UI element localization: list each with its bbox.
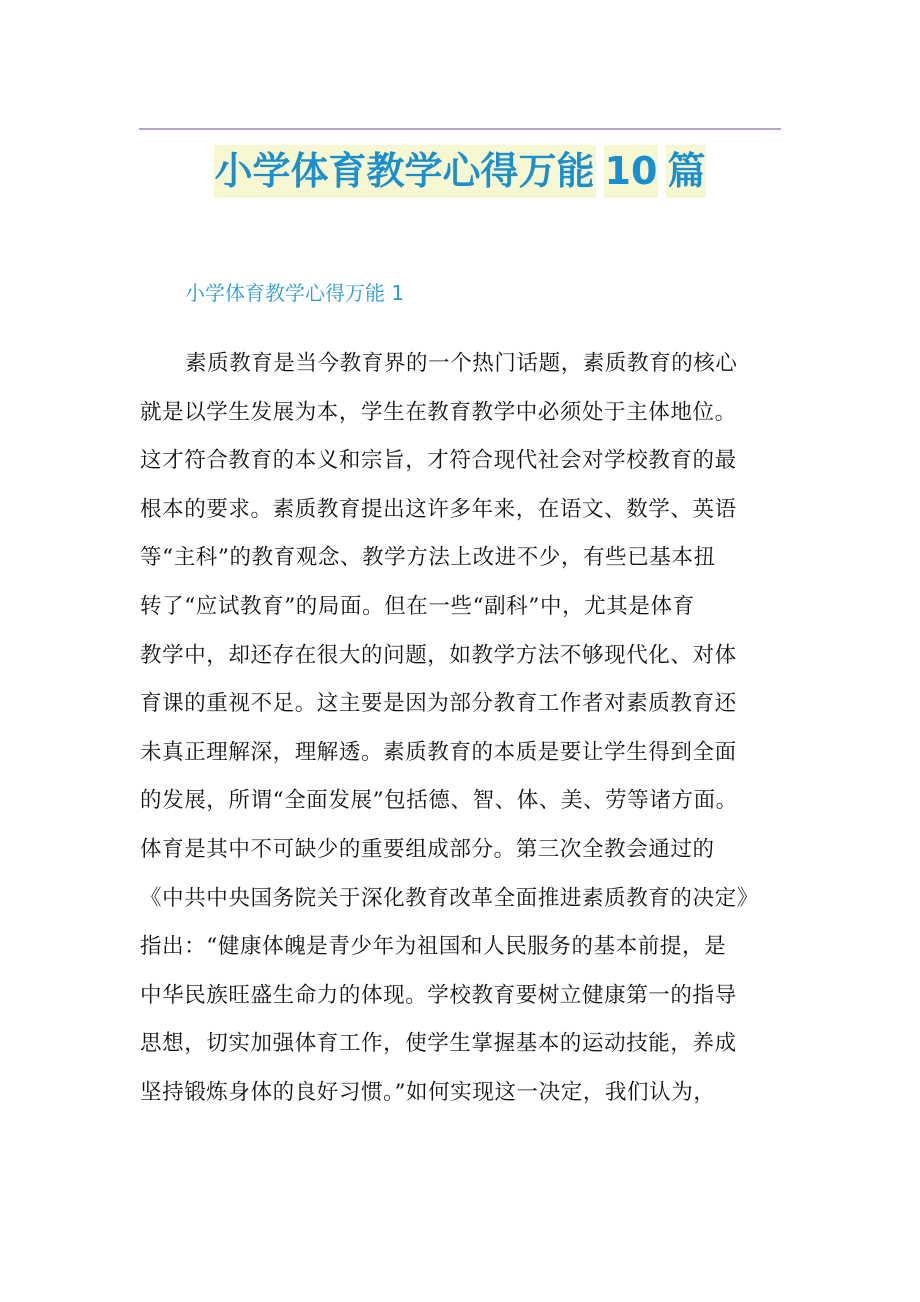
paragraph-line: 的发展，所谓“全面发展”包括德、智、体、美、劳等诸方面。 (140, 788, 738, 814)
paragraph-line: 思想，切实加强体育工作，使学生掌握基本的运动技能，养成 (140, 1031, 737, 1057)
paragraph-line: 未真正理解深，理解透。素质教育的本质是要让学生得到全面 (140, 739, 737, 765)
paragraph-line: 《中共中央国务院关于深化教育改革全面推进素质教育的决定》 (140, 885, 759, 911)
paragraph-line: 坚持锻炼身体的良好习惯。”如何实现这一决定，我们认为， (140, 1079, 716, 1105)
paragraph-line: 指出：“健康体魄是青少年为祖国和人民服务的基本前提，是 (140, 934, 727, 960)
paragraph-line: 中华民族旺盛生命力的体现。学校教育要树立健康第一的指导 (140, 982, 737, 1008)
page-title (0, 145, 920, 198)
paragraph-line: 转了“应试教育”的局面。但在一些“副科”中，尤其是体育 (140, 593, 695, 619)
title-part-suffix: 篇 (666, 145, 706, 198)
paragraph-line: 就是以学生发展为本，学生在教育教学中必须处于主体地位。 (140, 399, 737, 425)
paragraph-line: 教学中，却还存在很大的问题，如教学方法不够现代化、对体 (140, 642, 737, 668)
paragraph-line: 根本的要求。素质教育提出这许多年来，在语文、数学、英语 (140, 496, 737, 522)
section-heading: 小学体育教学心得万能 1 (185, 281, 405, 305)
paragraph-line: 等“主科”的教育观念、教学方法上改进不少，有些已基本扭 (140, 545, 716, 571)
title-part-number: 10 (604, 145, 659, 198)
paragraph-line: 这才符合教育的本义和宗旨，才符合现代社会对学校教育的最 (140, 448, 737, 474)
paragraph-line: 素质教育是当今教育界的一个热门话题，素质教育的核心 (185, 351, 738, 376)
paragraph-line: 育课的重视不足。这主要是因为部分教育工作者对素质教育还 (140, 691, 737, 717)
paragraph-line: 体育是其中不可缺少的重要组成部分。第三次全教会通过的 (140, 836, 715, 862)
body-paragraph (140, 340, 790, 1118)
header-rule (139, 128, 781, 130)
title-part-main: 小学体育教学心得万能 (214, 145, 596, 198)
